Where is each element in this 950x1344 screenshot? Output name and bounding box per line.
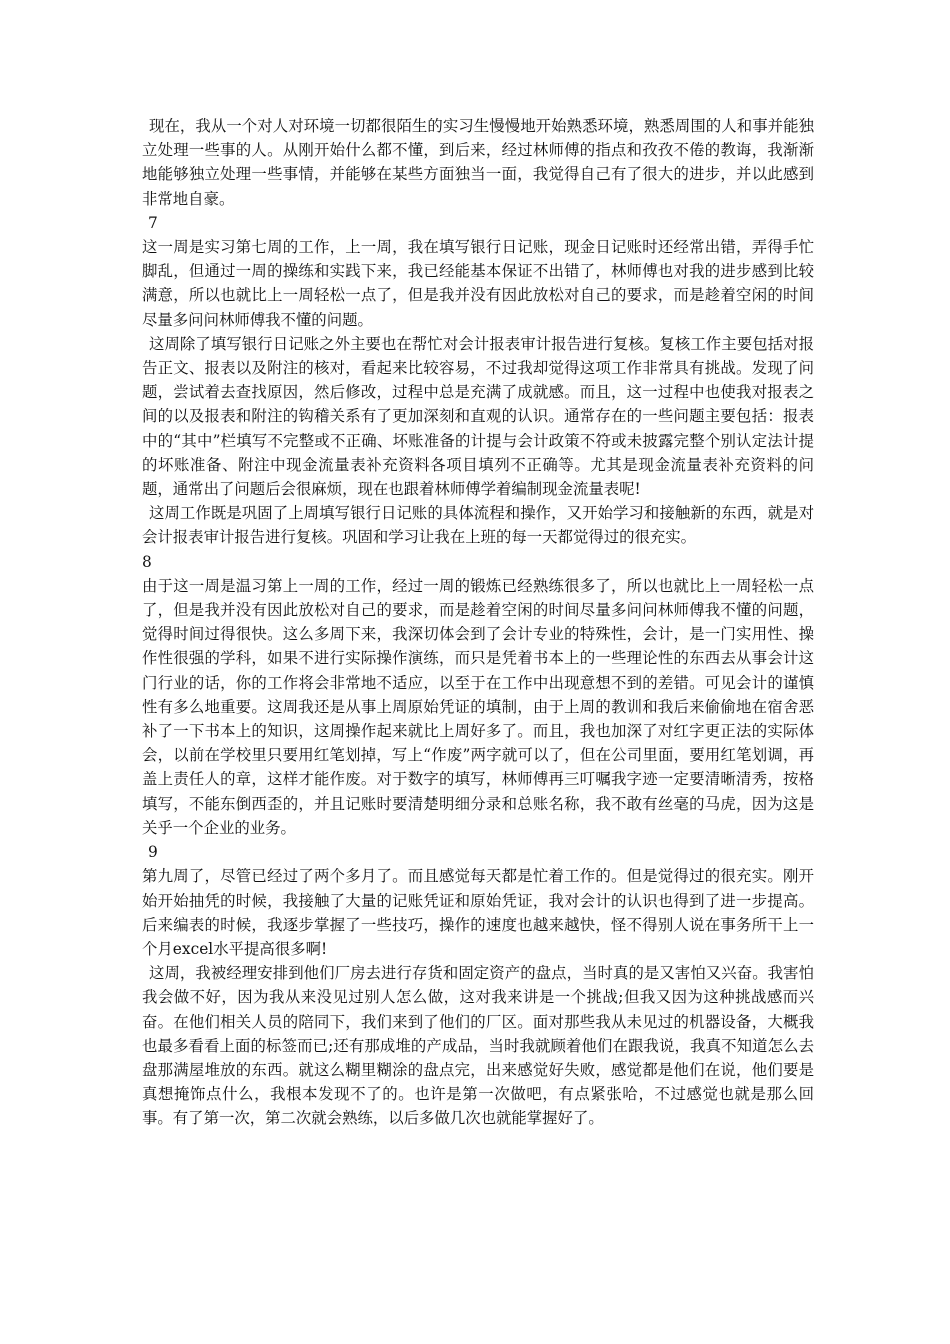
week-8-number: 8 bbox=[142, 552, 152, 571]
paragraph-week-9-inventory: 这周，我被经理安排到他们厂房去进行存货和固定资产的盘点，当时真的是又害怕又兴奋。我害怕我会做不好，因为我从来没见过别人怎么做，这对我来讲是一个挑战;但我又因为这种挑战感而兴奋。在他们相关人员的陪同下，我们来到了他们的厂区。面对那些我从未见过的机器设备，大概我也最多看看上面的标签而已;还有那成堆的产成品，当时我就顾着他们在跟我说，我真不知道怎么去盘那满屋堆放的东西。就这么糊里糊涂的盘点完，出来感觉好失败，感觉都是他们在说，他们要是真想掩饰点什么，我根本发现不了的。也许是第一次做吧，有点紧张哈，不过感觉也就是那么回事。有了第一次，第二次就会熟练，以后多做几次也就能掌握好了。 bbox=[142, 964, 814, 1128]
paragraph-intro-progress: 现在，我从一个对人对环境一切都很陌生的实习生慢慢地开始熟悉环境，熟悉周围的人和事并能独立处理一些事的人。从刚开始什么都不懂，到后来，经过林师傅的指点和孜孜不倦的教诲，我渐渐地能够独立处理一些事情，并能够在某些方面独当一面，我觉得自己有了很大的进步，并以此感到非常地自豪。 bbox=[142, 117, 814, 208]
paragraph-week-7-journal: 这一周是实习第七周的工作，上一周，我在填写银行日记账，现金日记账时还经常出错，弄得手忙脚乱，但通过一周的操练和实践下来，我已经能基本保证不出错了，林师傅也对我的进步感到比较满意，所以也就比上一周轻松一点了，但是我并没有因此放松对自己的要求，而是趁着空闲的时间尽量多问问林师傅我不懂的问题。 bbox=[142, 238, 814, 329]
paragraph-week-7-review: 这周除了填写银行日记账之外主要也在帮忙对会计报表审计报告进行复核。复核工作主要包括对报告正文、报表以及附注的核对，看起来比较容易，不过我却觉得这项工作非常具有挑战。发现了问题，尝试着去查找原因，然后修改，过程中总是充满了成就感。而且，这一过程中也使我对报表之间的以及报表和附注的钩稽关系有了更加深刻和直观的认识。通常存在的一些问题主要包括：报表中的“其中”栏填写不完整或不正确、坏账准备的计提与会计政策不符或未披露完整个别认定法计提的坏账准备、附注中现金流量表补充资料各项目填列不正确等。尤其是现金流量表补充资料的问题，通常出了问题后会很麻烦，现在也跟着林师傅学着编制现金流量表呢! bbox=[142, 334, 814, 499]
paragraph-week-7-summary: 这周工作既是巩固了上周填写银行日记账的具体流程和操作，又开始学习和接触新的东西，就是对会计报表审计报告进行复核。巩固和学习让我在上班的每一天都觉得过的很充实。 bbox=[142, 504, 814, 547]
paragraph-week-9-intro: 第九周了，尽管已经过了两个多月了。而且感觉每天都是忙着工作的。但是觉得过的很充实。刚开始开始抽凭的时候，我接触了大量的记账凭证和原始凭证，我对会计的认识也得到了进一步提高。后来编表的时候，我逐步掌握了一些技巧，操作的速度也越来越快，怪不得别人说在事务所干上一个月excel水平提高很多啊! bbox=[142, 867, 814, 958]
week-9-number: 9 bbox=[148, 843, 158, 862]
document-page bbox=[142, 114, 814, 1131]
paragraph-week-8: 由于这一周是温习第上一周的工作，经过一周的锻炼已经熟练很多了，所以也就比上一周轻松一点了，但是我并没有因此放松对自己的要求，而是趁着空闲的时间尽量多问问林师傅我不懂的问题，觉得时间过得很快。这么多周下来，我深切体会到了会计专业的特殊性，会计，是一门实用性、操作性很强的学科，如果不进行实际操作演练，而只是凭着书本上的一些理论性的东西去从事会计这门行业的话，你的工作将会非常地不适应，以至于在工作中出现意想不到的差错。可见会计的谨慎性有多么地重要。这周我还是从事上周原始凭证的填制，由于上周的教训和我后来偷偷地在宿舍恶补了一下书本上的知识，这周操作起来就比上周好多了。而且，我也加深了对红字更正法的实际体会，以前在学校里只要用红笔划掉，写上“作废”两字就可以了，但在公司里面，要用红笔划调，再盖上责任人的章，这样才能作废。对于数字的填写，林师傅再三叮嘱我字迹一定要清晰清秀，按格填写，不能东倒西歪的，并且记账时要清楚明细分录和总账名称，我不敢有丝毫的马虎，因为这是关乎一个企业的业务。 bbox=[142, 576, 814, 837]
week-7-number: 7 bbox=[148, 213, 158, 232]
